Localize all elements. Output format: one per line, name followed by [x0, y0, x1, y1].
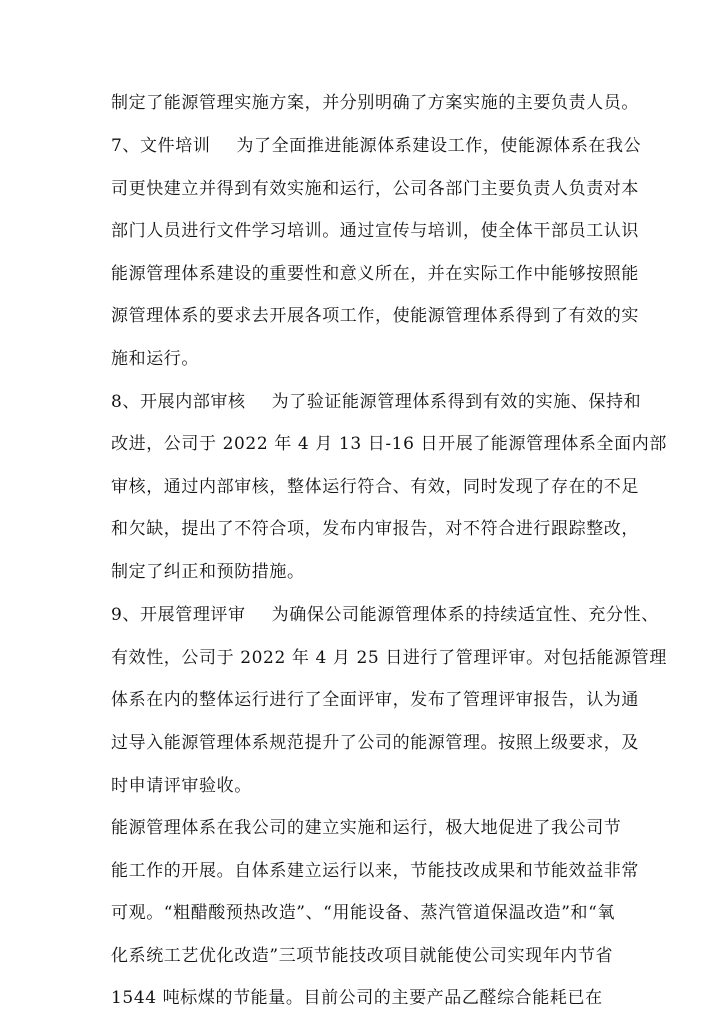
paragraph-line: 审核，通过内部审核，整体运行符合、有效，同时发现了存在的不足	[111, 477, 639, 497]
paragraph-line: 源管理体系的要求去开展各项工作，使能源管理体系得到了有效的实	[111, 306, 639, 326]
section-heading: 8、开展内部审核	[111, 392, 246, 412]
paragraph-text: 为了验证能源管理体系得到有效的实施、保持和	[271, 392, 642, 412]
paragraph-line: 能工作的开展。自体系建立运行以来，节能技改成果和节能效益非常	[111, 861, 639, 881]
paragraph-line: 和欠缺，提出了不符合项，发布内审报告，对不符合进行跟踪整改，	[111, 519, 639, 539]
section-heading: 7、文件培训	[111, 136, 211, 156]
paragraph-line: 能源管理体系建设的重要性和意义所在，并在实际工作中能够按照能	[111, 264, 639, 284]
paragraph-line: 施和运行。	[111, 349, 199, 369]
paragraph-line: 可观。“粗醋酸预热改造”、“用能设备、蒸汽管道保温改造”和“氧	[111, 903, 616, 923]
section-heading: 9、开展管理评审	[111, 605, 246, 625]
paragraph-line: 体系在内的整体运行进行了全面评审，发布了管理评审报告，认为通	[111, 690, 639, 710]
paragraph-line	[111, 600, 659, 630]
paragraph-line: 制定了纠正和预防措施。	[111, 562, 305, 582]
paragraph-line	[111, 387, 642, 417]
paragraph-line: 制定了能源管理实施方案，并分别明确了方案实施的主要负责人员。	[111, 93, 639, 113]
paragraph-line: 能源管理体系在我公司的建立实施和运行，极大地促进了我公司节	[111, 818, 622, 838]
paragraph-line: 过导入能源管理体系规范提升了公司的能源管理。按照上级要求，及	[111, 733, 639, 753]
paragraph-line: 化系统工艺优化改造”三项节能技改项目就能使公司实现年内节省	[111, 946, 614, 966]
paragraph-line	[111, 131, 642, 161]
paragraph-line: 有效性，公司于 2022 年 4 月 25 日进行了管理评审。对包括能源管理	[111, 648, 667, 668]
paragraph-text: 为确保公司能源管理体系的持续适宜性、充分性、	[271, 605, 659, 625]
paragraph-line: 1544 吨标煤的节能量。目前公司的主要产品乙醛综合能耗已在	[111, 988, 603, 1008]
paragraph-line: 部门人员进行文件学习培训。通过宣传与培训，使全体干部员工认识	[111, 221, 639, 241]
paragraph-line: 司更快建立并得到有效实施和运行，公司各部门主要负责人负责对本	[111, 179, 639, 199]
paragraph-line: 时申请评审验收。	[111, 776, 252, 796]
paragraph-text: 为了全面推进能源体系建设工作，使能源体系在我公	[236, 136, 642, 156]
paragraph-line: 改进，公司于 2022 年 4 月 13 日-16 日开展了能源管理体系全面内部	[111, 434, 667, 454]
